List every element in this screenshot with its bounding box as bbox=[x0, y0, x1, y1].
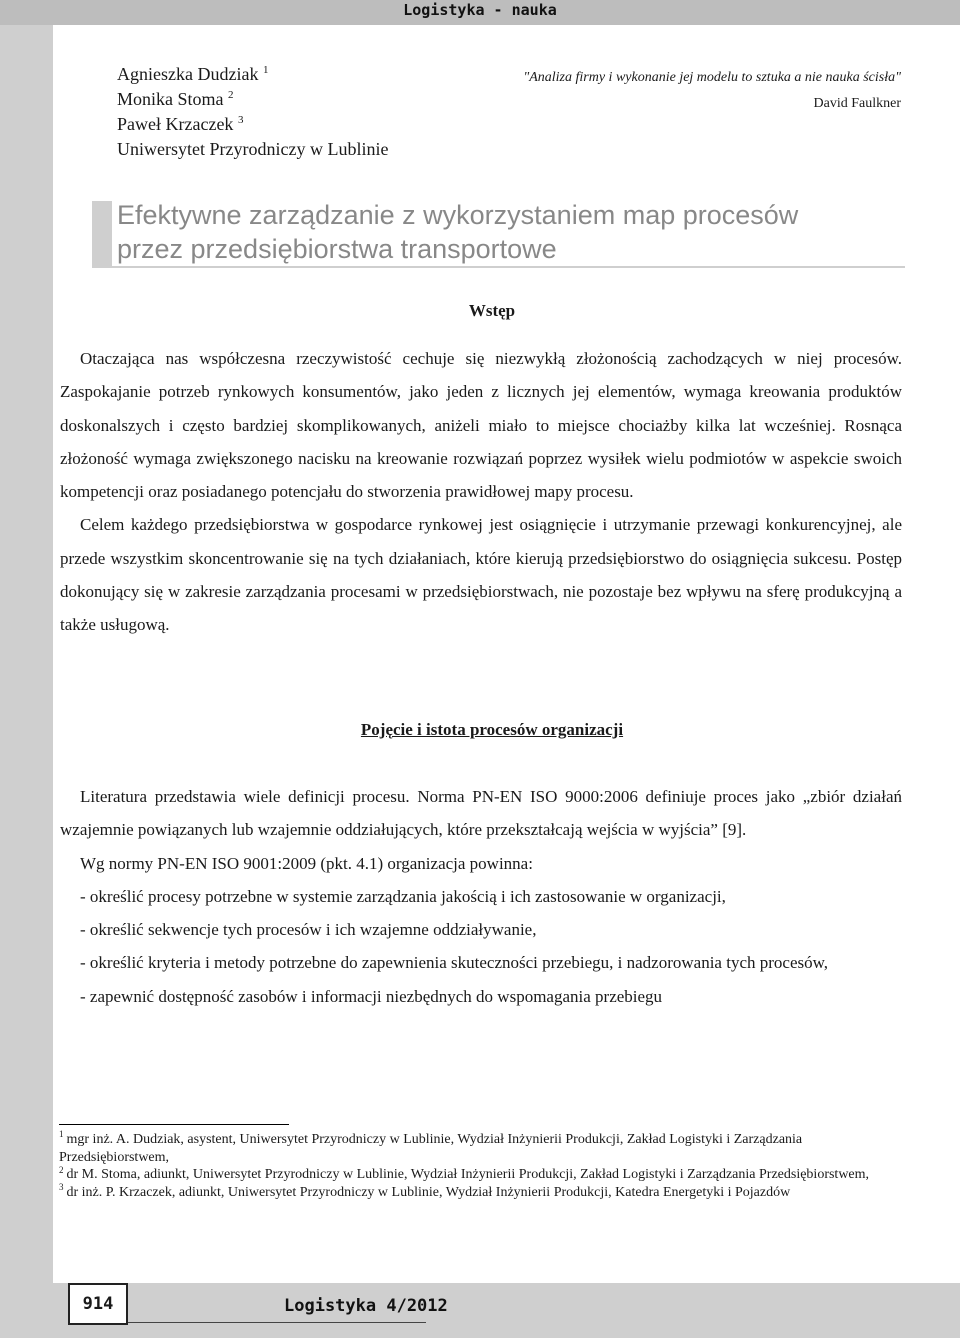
epigraph-author: David Faulkner bbox=[813, 96, 901, 111]
author-name: Agnieszka Dudziak $^1$ bbox=[117, 64, 269, 84]
list-item: - określić procesy potrzebne w systemie zarządzania jakością i ich zastosowanie w organizacji, bbox=[80, 886, 726, 906]
paragraph: Celem każdego przedsiębiorstwa w gospodarce rynkowej jest osiągnięcie i utrzymanie przewagi konkurencyjnej, ale przede wszystkim skoncentrowanie się na tych działaniach, które kierują przedsiębiorstwo do osiągnięcia sukcesu. Postęp dokonujący się w zakresie zarządzania procesami w przedsiębiorstwach, nie pozostaje bez wpływu na sferę produkcyjną a także usługową. bbox=[60, 515, 902, 635]
list-item: - zapewnić dostępność zasobów i informacji niezbędnych do wspomagania przebiegu bbox=[80, 986, 663, 1006]
section-heading-intro: Wstęp bbox=[468, 301, 516, 320]
title-accent-bar bbox=[92, 201, 112, 267]
footer-rule bbox=[128, 1322, 426, 1323]
author-name: Monika Stoma $^2$ bbox=[117, 89, 234, 109]
article-title bbox=[117, 198, 897, 266]
paragraph: Literatura przedstawia wiele definicji procesu. Norma PN-EN ISO 9000:2006 definiuje proces jako „zbiór działań wzajemnie powiązanych lub wzajemnie oddziałujących, które przekształcają wejścia w wyjścia” [9]. bbox=[60, 787, 902, 840]
footer-band bbox=[0, 1283, 960, 1338]
footnote: $^2$ dr M. Stoma, adiunkt, Uniwersytet Przyrodniczy w Lublinie, Wydział Inżynierii Produkcji, Zakład Logistyki i Zarządzania Przedsiębiorstwem, bbox=[59, 1164, 870, 1183]
paragraph: Wg normy PN-EN ISO 9001:2009 (pkt. 4.1) organizacja powinna: bbox=[80, 853, 533, 873]
footnote: $^3$ dr inż. P. Krzaczek, adiunkt, Uniwersytet Przyrodniczy w Lublinie, Wydział Inżynierii Produkcji, Katedra Energetyki i Pojazdów bbox=[59, 1182, 791, 1200]
list-item: - określić sekwencje tych procesów i ich wzajemne oddziaływanie, bbox=[80, 920, 537, 940]
process-text bbox=[60, 780, 902, 1013]
footnote-divider bbox=[59, 1124, 289, 1125]
affiliation: Uniwersytet Przyrodniczy w Lublinie bbox=[117, 139, 389, 159]
journal-issue: Logistyka 4/2012 bbox=[284, 1296, 448, 1316]
epigraph bbox=[523, 65, 901, 117]
article-title-line: Efektywne zarządzanie z wykorzystaniem map procesów bbox=[117, 200, 799, 230]
page-number: 914 bbox=[68, 1283, 128, 1325]
author-block bbox=[117, 62, 388, 162]
intro-text bbox=[60, 342, 902, 642]
epigraph-quote: "Analiza firmy i wykonanie jej modelu to sztuka a nie nauka ścisła" bbox=[523, 70, 901, 85]
footnotes bbox=[59, 1131, 904, 1201]
list-item: - określić kryteria i metody potrzebne do zapewnienia skuteczności przebiegu, i nadzorowania tych procesów, bbox=[80, 953, 829, 973]
author-name: Paweł Krzaczek $^3$ bbox=[117, 114, 244, 134]
paragraph: Otaczająca nas współczesna rzeczywistość cechuje się niezwykłą złożonością zachodzących w niej procesów. Zaspokajanie potrzeb rynkowych konsumentów, jako jeden z licznych jej elementów, wymaga kreowania produktów doskonalszych i często bardziej skomplikowanych, aniżeli miało to miejsce chociażby kilka lat wcześniej. Rosnąca złożoność wymaga zwiększonego nacisku na kreowanie rozwiązań poprzez wysiłek wielu podmiotów w aspekcie swoich kompetencji oraz posiadanego potencjału do stworzenia prawidłowej mapy procesu. bbox=[60, 349, 902, 502]
title-rule bbox=[92, 266, 905, 268]
footnote: $^1$ mgr inż. A. Dudziak, asystent, Uniwersytet Przyrodniczy w Lublinie, Wydział Inżynierii Produkcji, Zakład Logistyki i Zarządzania Przedsiębiorstwem, bbox=[59, 1129, 803, 1165]
journal-section-label: Logistyka - nauka bbox=[403, 1, 557, 19]
section-heading-process: Pojęcie i istota procesów organizacji bbox=[360, 720, 624, 739]
article-title-line: przez przedsiębiorstwa transportowe bbox=[117, 234, 557, 264]
